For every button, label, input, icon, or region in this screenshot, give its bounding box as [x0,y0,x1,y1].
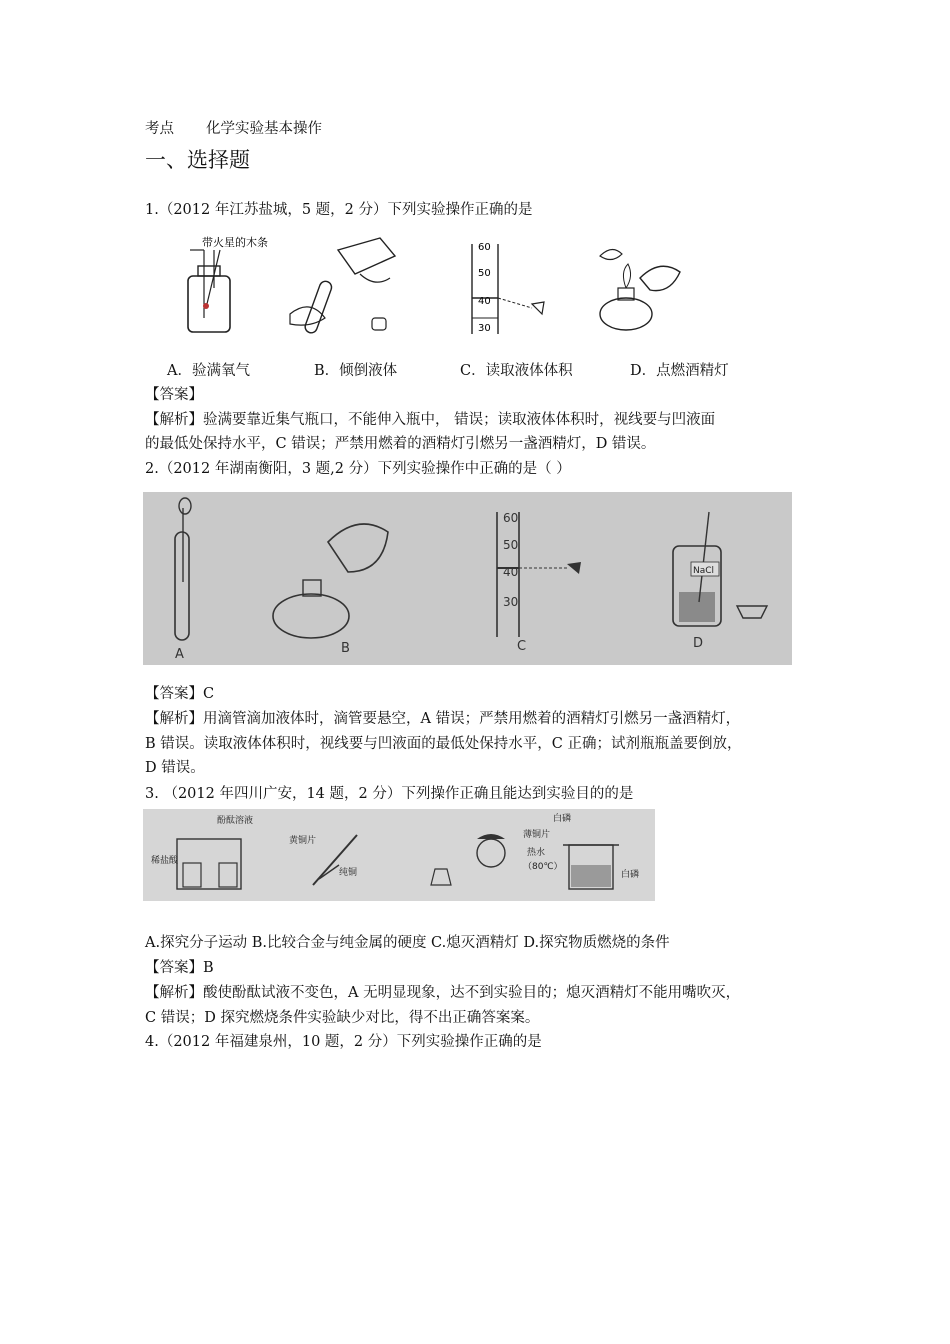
metal-scratch-icon [289,834,357,885]
measuring-cylinder-icon [497,511,581,654]
svg-text:B: B [341,641,350,656]
q2-answer: 【答案】C [145,686,215,702]
q2-analysis-line2: B 错误。读取液体体积时，视线要与凹液面的最低处保持水平，C 正确；试剂瓶瓶盖要倒放， [145,736,742,752]
svg-text:50: 50 [503,538,519,552]
svg-text:NaCl: NaCl [693,566,715,576]
svg-text:稀盐酸: 稀盐酸 [151,856,179,866]
q1-option-a: A．验满氧气 [167,363,250,379]
q1-analysis-line2: 的最低处保持水平，C 错误；严禁用燃着的酒精灯引燃另一盏酒精灯，D 错误。 [145,436,656,452]
svg-text:60: 60 [478,242,491,253]
svg-text:（80℃）: （80℃） [523,862,563,872]
svg-text:酚酞溶液: 酚酞溶液 [217,816,254,826]
svg-text:60: 60 [503,511,519,525]
svg-text:黄铜片: 黄铜片 [289,836,317,846]
pouring-liquid-icon [290,238,395,334]
svg-text:纯铜: 纯铜 [339,868,358,878]
q4-stem: 4.（2012 年福建泉州，10 题，2 分）下列实验操作正确的是 [145,1034,542,1050]
q1-answer: 【答案】 [145,387,203,403]
svg-text:白磷: 白磷 [553,814,572,824]
topic-title: 化学实验基本操作 [206,121,322,137]
q1-figure [160,228,720,340]
q3-answer: 【答案】B [145,960,214,976]
alcohol-lamp-icon [273,524,388,656]
q3-options: A.探究分子运动 B.比较合金与纯金属的硬度 C.熄灭酒精灯 D.探究物质燃烧的条件 [145,935,670,951]
svg-text:A: A [175,647,184,662]
measuring-cylinder-icon [472,242,544,334]
alcohol-lamp-icon [600,249,680,330]
topic-label: 考点 [145,121,174,137]
svg-text:热水: 热水 [527,848,546,858]
section-title: 一、选择题 [145,148,250,172]
svg-text:D: D [693,636,704,651]
svg-text:40: 40 [503,565,519,579]
combustion-setup-icon [523,812,639,889]
beaker-bell-jar-icon [151,814,253,889]
q1-option-b: B．倾倒液体 [314,363,398,379]
svg-text:白磷: 白磷 [621,870,640,880]
q3-stem: 3. （2012 年四川广安，14 题，2 分）下列操作正确且能达到实验目的的是 [145,786,634,802]
svg-text:50: 50 [478,268,491,279]
q1-analysis-line1: 【解析】验满要靠近集气瓶口，不能伸入瓶中， 错误；读取液体体积时，视线要与凹液面 [145,412,716,428]
q2-analysis-line3: D 错误。 [145,760,205,776]
dropper-icon [175,498,191,662]
svg-text:40: 40 [478,296,491,307]
q1-option-c: C．读取液体体积 [460,363,573,379]
svg-text:C: C [517,639,527,654]
svg-text:30: 30 [503,595,519,609]
svg-text:30: 30 [478,323,491,334]
q1-stem: 1.（2012 年江苏盐城，5 题，2 分）下列实验操作正确的是 [145,202,533,218]
q1-splint-label: 带火星的木条 [202,236,268,249]
q2-analysis-line1: 【解析】用滴管滴加液体时，滴管要悬空，A 错误；严禁用燃着的酒精灯引燃另一盏酒精灯， [145,711,741,727]
svg-text:薄铜片: 薄铜片 [523,830,551,840]
q2-figure [143,492,792,665]
q3-analysis-line1: 【解析】酸使酚酞试液不变色，A 无明显现象，达不到实验目的；熄灭酒精灯不能用嘴吹灭， [145,985,741,1001]
blowing-lamp-icon [431,834,505,885]
q2-stem: 2.（2012 年湖南衡阳，3 题,2 分）下列实验操作中正确的是（ ） [145,461,571,477]
q3-figure [143,809,655,901]
gas-bottle-icon [188,235,268,332]
reagent-bottle-icon [673,512,767,651]
q1-option-d: D．点燃酒精灯 [630,363,729,379]
q3-analysis-line2: C 错误；D 探究燃烧条件实验缺少对比，得不出正确答案案。 [145,1010,540,1026]
